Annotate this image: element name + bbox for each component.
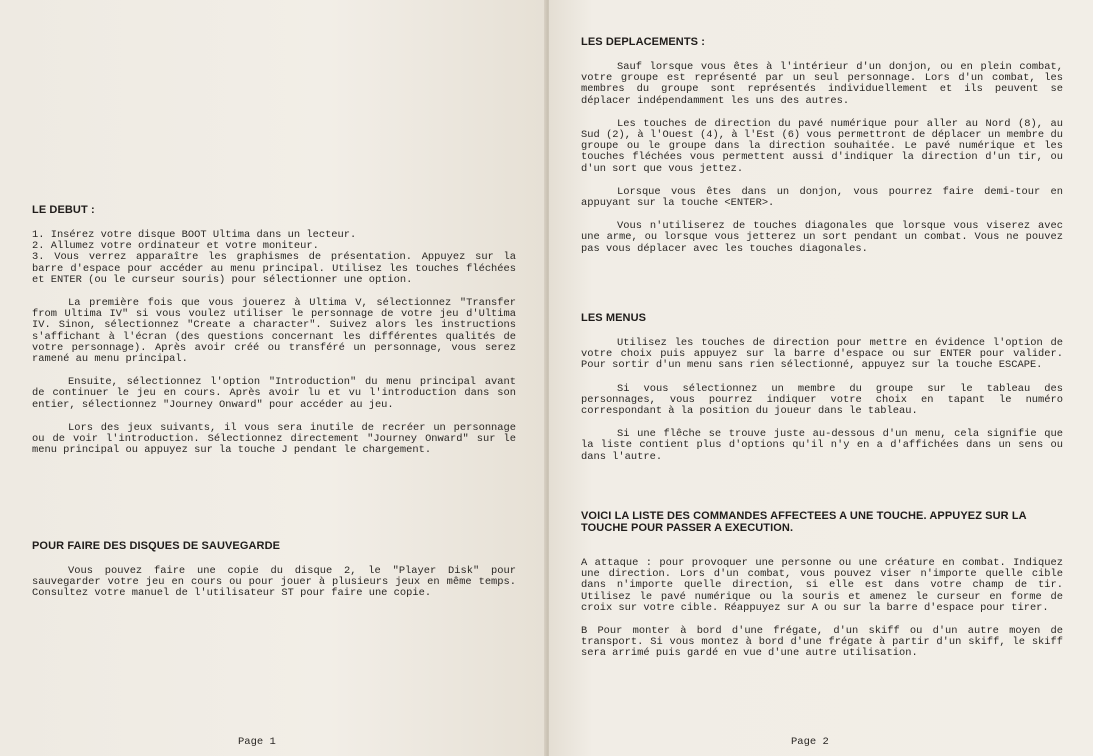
- paragraph: La première fois que vous jouerez à Ultima V, sélectionnez "Transfer from Ultima IV" si vous voulez utiliser le personnage de votre jeu d'Ultima IV. Sinon, sélectionnez "Create a character". Suivez alors les instructions s'affichant à l'écran (des questions concernant les différentes qualités de votre personnage). Après avoir créé ou transféré un personnage, vous serez ramené au menu principal.: [32, 297, 516, 366]
- section-deplacements: [581, 36, 1063, 267]
- left-page: [0, 0, 546, 756]
- section-sauvegarde: [32, 540, 516, 612]
- paragraph: Vous pouvez faire une copie du disque 2, le "Player Disk" pour sauvegarder votre jeu en cours ou pour jouer à plusieurs jeux en même temps. Consultez votre manuel de l'utilisateur ST pour faire une copie.: [32, 565, 516, 600]
- paragraph: Si vous sélectionnez un membre du groupe sur le tableau des personnages, vous pourrez indiquer votre choix en tapant le numéro correspondant à la position du joueur dans le tableau.: [581, 382, 1063, 418]
- section-title: VOICI LA LISTE DES COMMANDES AFFECTEES A UNE TOUCHE. APPUYEZ SUR LA TOUCHE POUR PASSER A EXECUTION.: [581, 510, 1027, 534]
- page-number: Page 1: [238, 736, 276, 748]
- section-commandes: [581, 510, 1063, 672]
- list-item: 2. Allumez votre ordinateur et votre moniteur.: [32, 240, 319, 253]
- paragraph: Sauf lorsque vous êtes à l'intérieur d'un donjon, ou en plein combat, votre groupe est représenté par un seul personnage. Lors d'un combat, les membres du groupe sont représentés individuellement et ils peuvent se déplacer indépendamment les uns des autres.: [581, 61, 1063, 107]
- paragraph: Ensuite, sélectionnez l'option "Introduction" du menu principal avant de continuer le jeu en cours. Après avoir lu et vu l'introduction dans son entier, sélectionnez "Journey Onward" pour accéder au jeu.: [32, 376, 516, 411]
- command-entry: A attaque : pour provoquer une personne ou une créature en combat. Indiquez une direction. Lors d'un combat, vous pouvez viser n'importe quelle cible dans n'importe quelle direction, si elle est dans votre champ de tir. Utilisez le pavé numérique ou la souris et amenez le curseur en forme de croix sur votre cible. Réappuyez sur A ou sur la barre d'espace pour tirer.: [581, 557, 1063, 614]
- paragraph: Vous n'utiliserez de touches diagonales que lorsque vous viserez avec une arme, ou lorsque vous jetterez un sort pendant un combat. Vous ne pouvez pas vous déplacer avec les touches diagonales.: [581, 220, 1063, 255]
- list-item: 3. Vous verrez apparaître les graphismes de présentation. Appuyez sur la barre d'espace pour accéder au menu principal. Utilisez les touches fléchées et ENTER (ou le curseur souris) pour sélectionner une option.: [32, 251, 516, 286]
- startup-steps-list: [32, 230, 516, 286]
- paragraph: Utilisez les touches de direction pour mettre en évidence l'option de votre choix puis appuyez sur la barre d'espace ou sur ENTER pour valider. Pour sortir d'un menu sans rien sélectionné, appuyez sur la touche ESCAPE.: [581, 337, 1063, 372]
- paragraph: Lorsque vous êtes dans un donjon, vous pourrez faire demi-tour en appuyant sur la touche <ENTER>.: [581, 185, 1063, 210]
- command-entry: B Pour monter à bord d'une frégate, d'un skiff ou d'un autre moyen de transport. Si vous montez à bord d'une frégate à partir d'un skiff, le skiff sera arrimé puis gardé en vue d'une autre utilisation.: [581, 625, 1063, 660]
- paragraph: Lors des jeux suivants, il vous sera inutile de recréer un personnage ou de voir l'introduction. Sélectionnez directement "Journey Onward" sur le menu principal ou appuyez sur la touche J pendant le chargement.: [32, 421, 516, 457]
- paragraph: Les touches de direction du pavé numérique pour aller au Nord (8), au Sud (2), à l'Ouest (4), à l'Est (6) vous permettront de déplacer un membre du groupe ou le groupe dans la direction souhaitée. Le pavé numérique et les touches fléchées vous permettent aussi d'indiquer la direction d'un tir, ou d'un sort que vous jettez.: [581, 117, 1063, 175]
- section-menus: [581, 312, 1063, 475]
- section-title: POUR FAIRE DES DISQUES DE SAUVEGARDE: [32, 540, 281, 552]
- paragraph: Si une flêche se trouve juste au-dessous d'un menu, cela signifie que la liste contient plus d'options qu'il n'y en a d'affichées dans un sens ou dans l'autre.: [581, 428, 1063, 463]
- right-page: [549, 0, 1093, 756]
- section-le-debut: [32, 204, 516, 468]
- section-title: LE DEBUT :: [32, 204, 95, 216]
- section-title: LES DEPLACEMENTS :: [581, 36, 706, 48]
- list-item: 1. Insérez votre disque BOOT Ultima dans un lecteur.: [32, 229, 357, 241]
- page-number: Page 2: [791, 736, 829, 748]
- section-title: LES MENUS: [581, 312, 647, 324]
